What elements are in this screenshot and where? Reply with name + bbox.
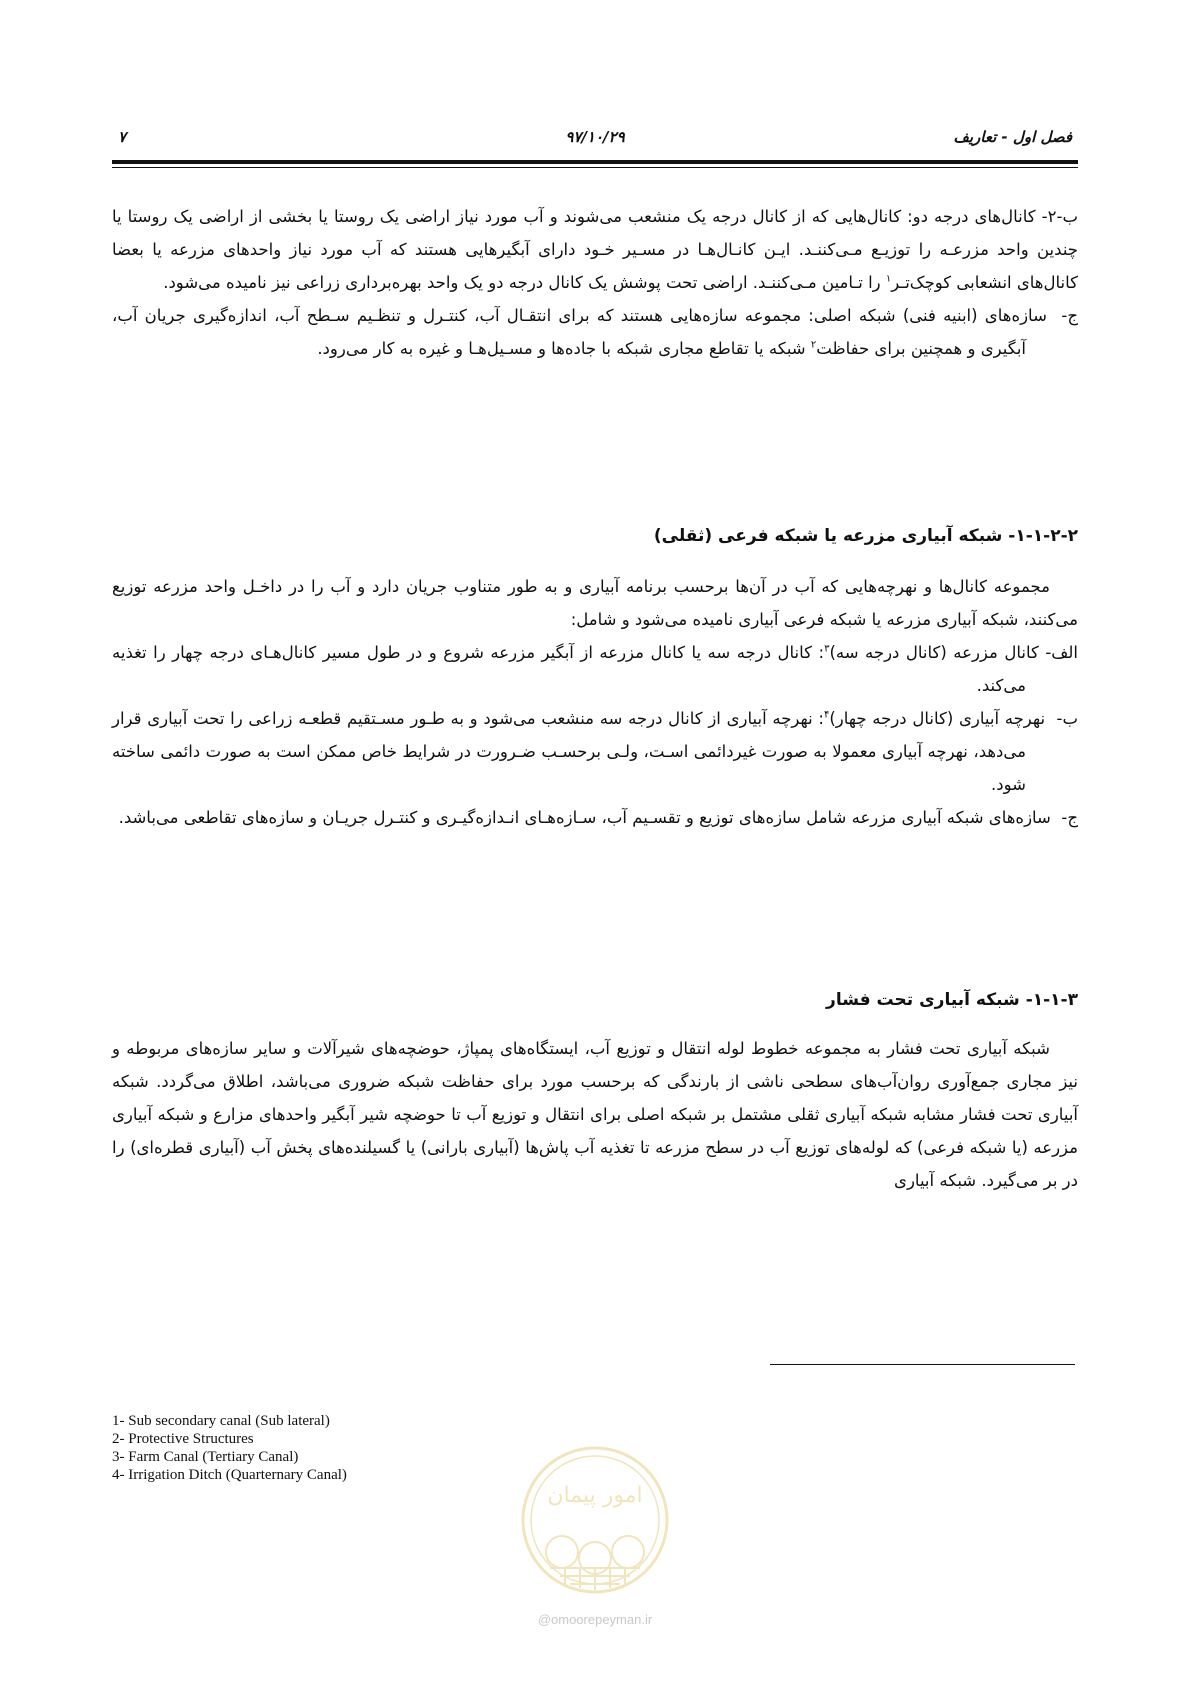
section3-body (112, 1032, 1078, 1197)
list-item-b: ب- نهرچه آبیاری (کانال درجه چهار)$^۴$: نهرچه آبیاری از کانال درجه سه منشعب می‌شود و به طـور مسـتقیم قطعـه زراعی را تحت آبیاری قرار می‌دهد، نهرچه آبیاری معمولا به صورت غیردائمی اسـت، ولـی برحسـب ضـرورت در شرایط خاص ممکن است به صورت دائمی ساخته شود. (112, 709, 1078, 794)
footnote-rule (770, 1364, 1075, 1365)
paragraph-pressurized: شبکه آبیاری تحت فشار به مجموعه خطوط لوله انتقال و توزیع آب، ایستگاه‌های پمپاژ، حوضچه‌های شیرآلات و سایر سازه‌های مربوطه و نیز مجاری جمع‌آوری روان‌آب‌های سطحی ناشی از بارندگی که برحسب مورد برای حفاظت شبکه ضروری می‌باشد، اطلاق می‌گردد. شبکه آبیاری تحت فشار مشابه شبکه آبیاری ثقلی مشتمل بر شبکه اصلی برای انتقال و توزیع آب تا حوضچه شیر آبگیر واحدهای مزارع و شبکه آبیاری مزرعه (یا شبکه فرعی) که لوله‌های توزیع آب در سطح مزرعه تا تغذیه آب پاش‌ها (آبیاری بارانی) یا گسیلنده‌های پخش آب (آبیاری قطره‌ای) را در بر می‌گیرد. شبکه آبیاری (112, 1039, 1078, 1190)
footnote-2: 2- Protective Structures (112, 1431, 254, 1447)
section-heading-2: ۱-۱-۲-۲- شبکه آبیاری مزرعه یا شبکه فرعی (ثقلی) (653, 526, 1078, 546)
watermark-logo-text: امور پیمان (547, 1483, 643, 1508)
footnote-4: 4- Irrigation Ditch (Quarternary Canal) (112, 1467, 347, 1483)
footnote-3: 3- Farm Canal (Tertiary Canal) (112, 1449, 299, 1465)
list-item-j2: ج- سازه‌های شبکه آبیاری مزرعه شامل سازه‌های توزیع و تقسـیم آب، سـازه‌هـای انـدازه‌گیـری و کنتـرل جریـان و سازه‌های تقاطعی می‌باشد. (118, 808, 1078, 827)
paragraph-b2: ب-۲- کانال‌های درجه دو: کانال‌هایی که از کانال درجه یک منشعب می‌شوند و آب مورد نیاز اراضی یک روستا یا بخشی از اراضی یک روستا یا چندین واحد مزرعـه را توزیـع مـی‌کننـد. ایـن کانـال‌هـا در مسـیر خـود دارای آبگیرهایی هستند که آب مورد نیاز واحدهای مزرعه یا بعضا کانال‌های انشعابی کوچک‌تـر$^۱$ را تـامین مـی‌کننـد. اراضی تحت پوشش یک کانال درجه دو یک واحد بهره‌برداری زراعی نیز نامیده می‌شود. (112, 207, 1078, 292)
footnote-1: 1- Sub secondary canal (Sub lateral) (112, 1413, 330, 1429)
chapter-title: فصل اول - تعاریف (953, 128, 1072, 146)
section1-body (112, 200, 1078, 365)
list-item-j: ج- سازه‌های (ابنیه فنی) شبکه اصلی: مجموعه سازه‌هایی هستند که برای انتقـال آب، کنتـرل و تنظـیم سـطح آب، اندازه‌گیری جریان آب، آبگیری و همچنین برای حفاظت$^۲$ شبکه یا تقاطع مجاری شبکه با جاده‌ها و مسـیل‌هـا و غیره به کار می‌رود. (112, 306, 1078, 358)
watermark-url: @omoorepeyman.ir (537, 1612, 653, 1627)
page-number: ۷ (118, 128, 127, 146)
watermark-logo (510, 1440, 680, 1600)
header-date: ۹۷/۱۰/۲۹ (565, 128, 625, 146)
header-rule-thick (112, 160, 1078, 164)
header-rule-thin (112, 167, 1078, 168)
list-item-a: الف- کانال مزرعه (کانال درجه سه)$^۳$: کانال درجه سه یا کانال مزرعه از آبگیر مزرعه شروع و در طول مسیر کانال‌هـای درجه چهار را تغذیه می‌کند. (112, 643, 1078, 695)
section-heading-3: ۱-۱-۳- شبکه آبیاری تحت فشار (826, 990, 1078, 1010)
section2-body (112, 570, 1078, 834)
paragraph-intro: مجموعه کانال‌ها و نهرچه‌هایی که آب در آن‌ها برحسب برنامه آبیاری و به طور متناوب جریان دارد و آب را در داخـل واحد مزرعه توزیع می‌کنند، شبکه آبیاری مزرعه یا شبکه فرعی آبیاری نامیده می‌شود و شامل: (112, 577, 1078, 629)
footnotes (112, 1412, 347, 1484)
